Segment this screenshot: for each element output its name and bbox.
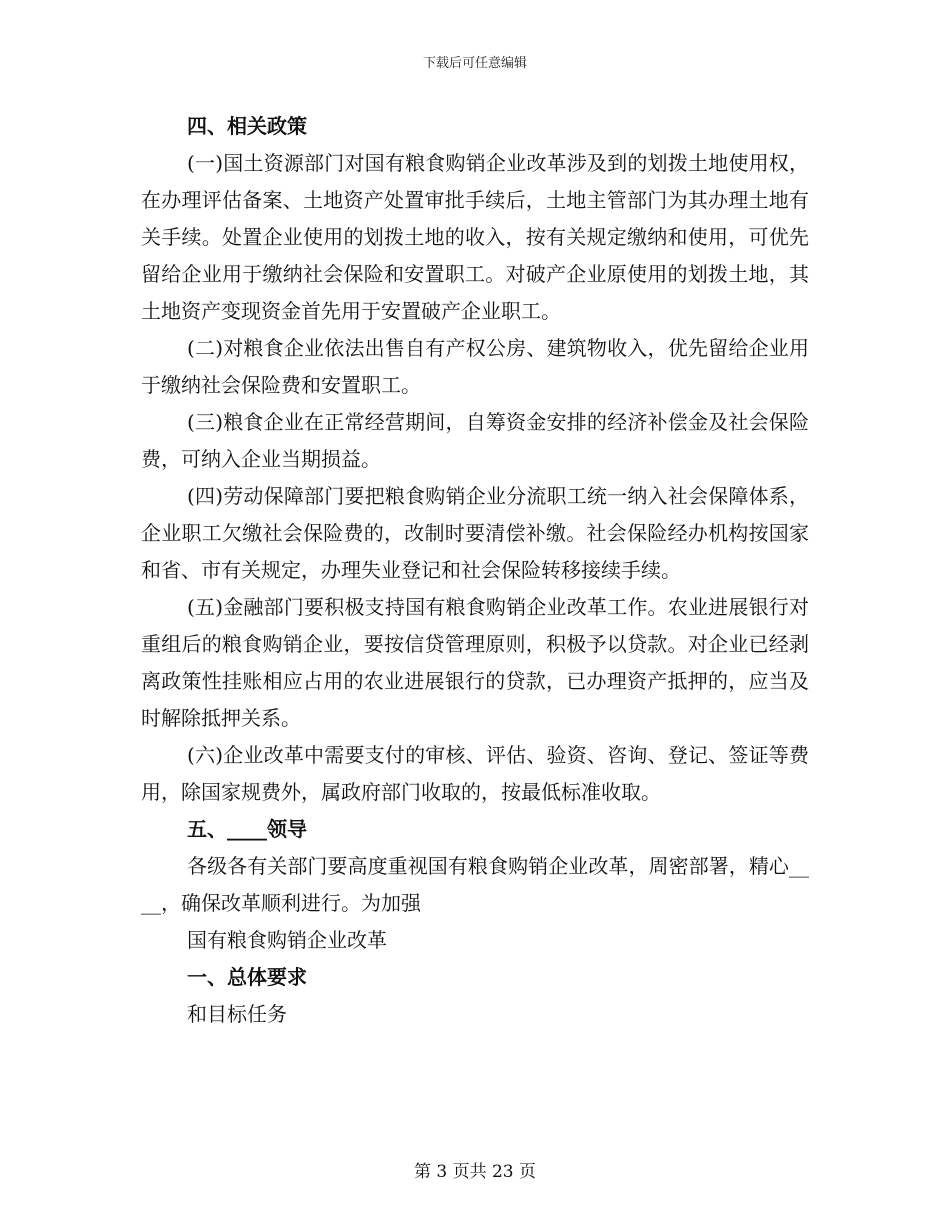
leadership-blank: ____: [141, 854, 809, 915]
page-number-footer: 第 3 页共 23 页: [413, 1162, 537, 1182]
trailing-line-1: 国有粮食购销企业改革: [187, 928, 387, 952]
policy-paragraph-3: (三)粮食企业在正常经营期间，自筹资金安排的经济补偿金及社会保险费，可纳入企业当期损益。: [141, 410, 809, 471]
policy-paragraph-5: (五)金融部门要积极支持国有粮食购销企业改革工作。农业进展银行对重组后的粮食购销企业，要按信贷管理原则，积极予以贷款。对企业已经剥离政策性挂账相应占用的农业进展银行的贷款，已办理资产抵押的，应当及时解除抵押关系。: [141, 595, 809, 730]
leadership-text-part1: 各级各有关部门要高度重视国有粮食购销企业改革，周密部署，精心: [187, 854, 789, 878]
policy-paragraph-2: (二)对粮食企业依法出售自有产权公房、建筑物收入，优先留给企业用于缴纳社会保险费和安置职工。: [141, 336, 809, 397]
leadership-paragraph: [141, 848, 809, 922]
section5-heading-blank: ____: [227, 817, 267, 841]
section-heading-leadership: [187, 811, 809, 848]
policy-paragraph-1: (一)国土资源部门对国有粮食购销企业改革涉及到的划拨土地使用权，在办理评估备案、土地资产处置审批手续后，土地主管部门为其办理土地有关手续。处置企业使用的划拨土地的收入，按有关规定缴纳和使用，可优先留给企业用于缴纳社会保险和安置职工。对破产企业原使用的划拨土地，其土地资产变现资金首先用于安置破产企业职工。: [141, 151, 809, 323]
section-heading-policies: 四、相关政策: [187, 114, 307, 138]
policy-paragraph-6: (六)企业改革中需要支付的审核、评估、验资、咨询、登记、签证等费用，除国家规费外，属政府部门收取的，按最低标准收取。: [141, 743, 809, 804]
trailing-line-2: 和目标任务: [187, 1002, 287, 1026]
section5-heading-prefix: 五、: [187, 817, 227, 841]
document-body: [141, 108, 809, 1033]
header-note: 下载后可任意编辑: [422, 56, 527, 71]
section-heading-general-requirements: 一、总体要求: [187, 965, 307, 989]
policy-paragraph-4: (四)劳动保障部门要把粮食购销企业分流职工统一纳入社会保障体系，企业职工欠缴社会保险费的，改制时要清偿补缴。社会保险经办机构按国家和省、市有关规定，办理失业登记和社会保险转移接续手续。: [141, 484, 809, 582]
section5-heading-suffix: 领导: [267, 817, 307, 841]
leadership-text-part2: ，确保改革顺利进行。为加强: [161, 891, 421, 915]
